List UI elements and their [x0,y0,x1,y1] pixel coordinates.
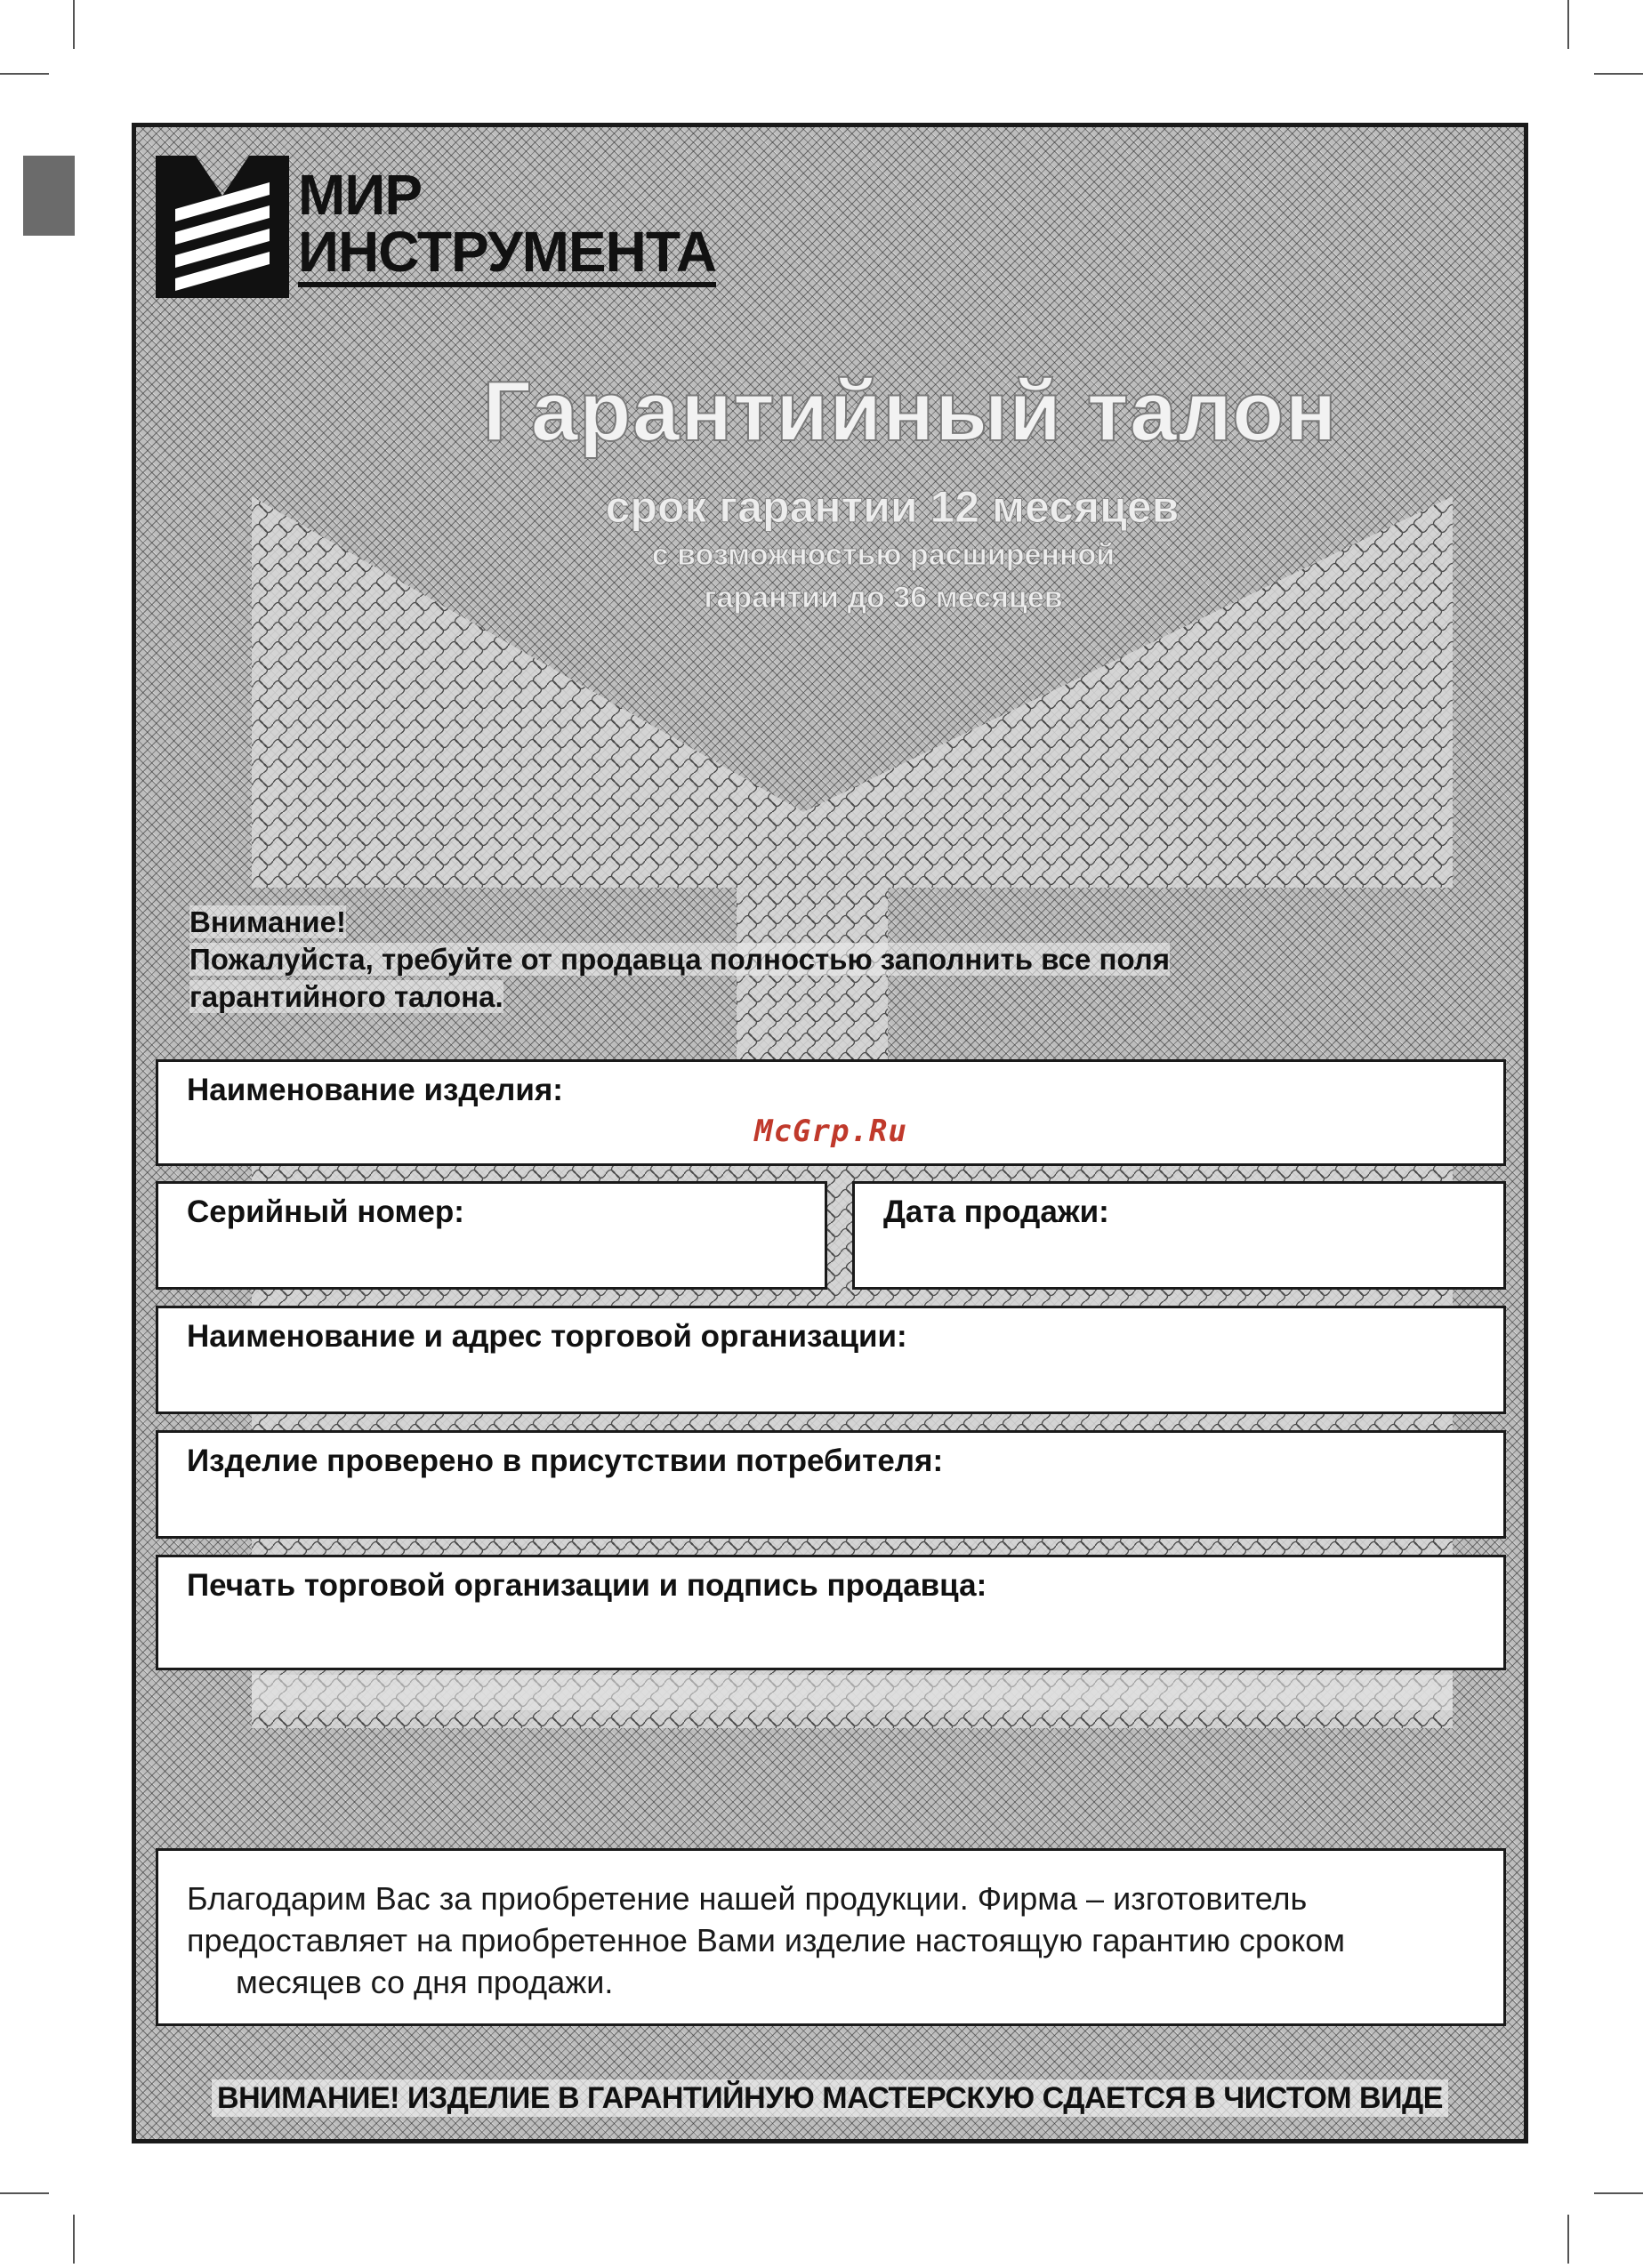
crop-mark [0,2192,49,2194]
warranty-period: срок гарантии 12 месяцев [605,482,1180,532]
stripe [252,1675,1453,1710]
extended-warranty-line1: с возможностью расширенной [651,538,1115,572]
thanks-line2: предоставляет на приобретенное Вами изделие настоящую гарантию сроком [187,1922,1345,1958]
product-name-label: Наименование изделия: [187,1073,563,1107]
footer-warning-text: ВНИМАНИЕ! ИЗДЕЛИЕ В ГАРАНТИЙНУЮ МАСТЕРСКУЮ СДАЕТСЯ В ЧИСТОМ ВИДЕ [212,2079,1448,2117]
seller-organization-field[interactable] [156,1306,1506,1414]
mir-instrumenta-logo-icon [156,156,289,298]
serial-number-label: Серийный номер: [187,1194,464,1229]
page-title: Гарантийный талон [482,364,1338,459]
notice-line1: Пожалуйста, требуйте от продавца полностью заполнить все поля [189,943,1171,976]
checked-label: Изделие проверено в присутствии потребителя: [187,1444,944,1478]
thanks-line1: Благодарим Вас за приобретение нашей продукции. Фирма – изготовитель [187,1880,1308,1917]
notice-heading: Внимание! [189,905,346,938]
crop-mark [73,2215,75,2264]
warranty-card [132,123,1528,2143]
stamp-signature-field[interactable] [156,1555,1506,1670]
crop-mark [1594,73,1643,75]
crop-mark [1567,2215,1569,2264]
watermark: McGrp.Ru [754,1114,907,1149]
checked-field[interactable] [156,1430,1506,1539]
crop-mark [1594,2192,1643,2194]
product-name-field[interactable] [156,1059,1506,1166]
attention-notice [189,904,1170,1016]
crop-mark [1567,0,1569,49]
crop-mark [73,0,75,49]
side-tab-marker [23,156,75,236]
logo-line-mir: МИР [298,163,422,227]
thanks-paragraph [156,1848,1506,2026]
sale-date-field[interactable] [852,1181,1506,1290]
brand-logo [156,156,716,298]
footer-warning [136,2081,1524,2116]
notice-line2: гарантийного талона. [189,980,503,1013]
thanks-line3: месяцев со дня продажи. [236,1964,614,2000]
stamp-signature-label: Печать торговой организации и подпись продавца: [187,1568,987,1603]
crop-mark [0,73,49,75]
logo-wordmark [298,163,717,287]
serial-number-field[interactable] [156,1181,827,1290]
extended-warranty-line2: гарантии до 36 месяцев [704,581,1063,615]
sale-date-label: Дата продажи: [883,1194,1109,1229]
seller-organization-label: Наименование и адрес торговой организации: [187,1319,907,1354]
logo-line-instrumenta: ИНСТРУМЕНТА [298,223,716,287]
